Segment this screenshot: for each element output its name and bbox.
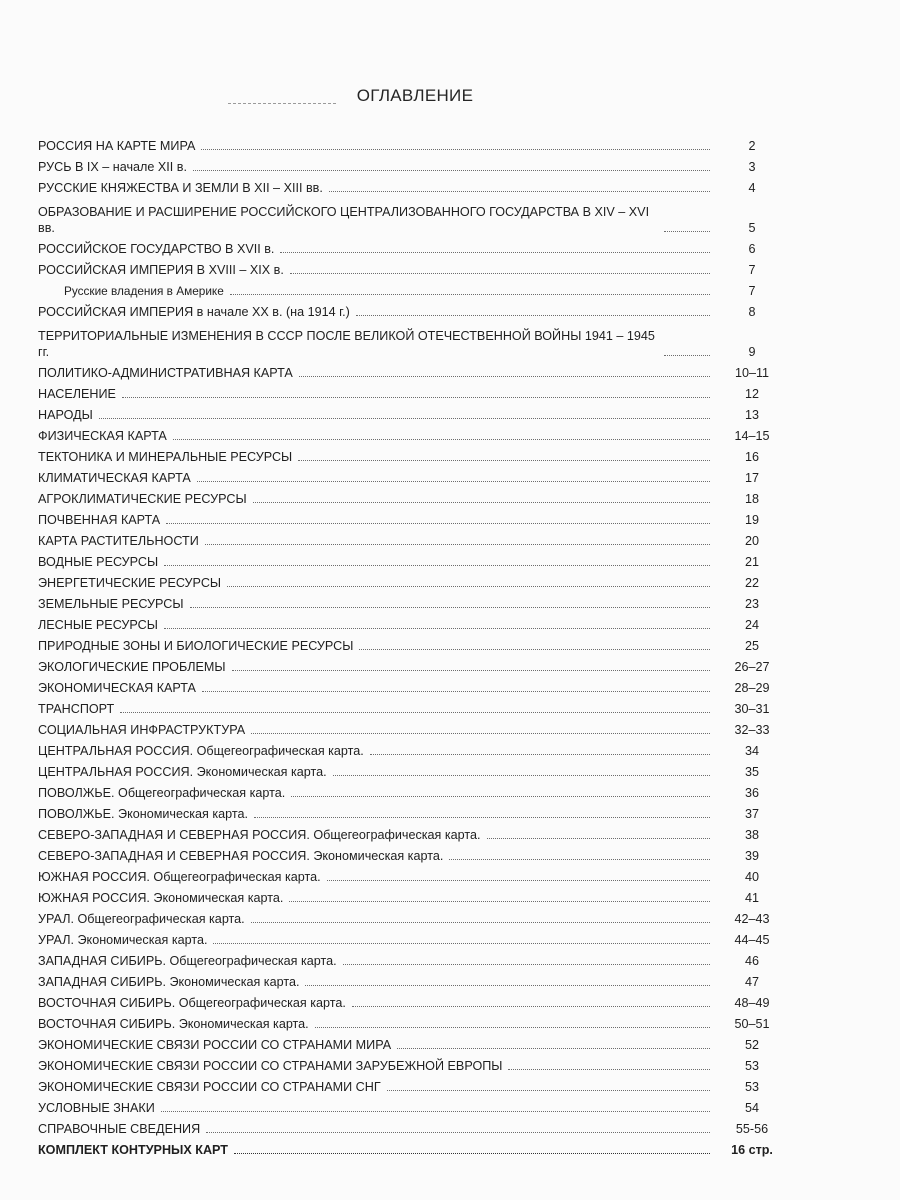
- toc-entry-page: 8: [748, 305, 756, 319]
- toc-entry-page: 32–33: [734, 723, 770, 737]
- toc-entry-label: КЛИМАТИЧЕСКАЯ КАРТА: [38, 471, 191, 485]
- toc-entry: [38, 591, 788, 612]
- toc-entry-page: 6: [748, 242, 756, 256]
- toc-entry-page: 18: [744, 492, 759, 506]
- leader-dots: [120, 712, 710, 713]
- toc-entry: [38, 717, 788, 738]
- toc-entry-label: УРАЛ. Общегеографическая карта.: [38, 912, 245, 926]
- toc-entry-label: ФИЗИЧЕСКАЯ КАРТА: [38, 429, 167, 443]
- toc-entry-label: ЗАПАДНАЯ СИБИРЬ. Общегеографическая карта.: [38, 954, 337, 968]
- toc-entry: [38, 801, 788, 822]
- leader-dots: [227, 586, 710, 587]
- toc-entry: [38, 822, 788, 843]
- toc-entry-page: 34: [744, 744, 759, 758]
- toc-entry-page: 35: [744, 765, 759, 779]
- toc-entry-label: НАСЕЛЕНИЕ: [38, 387, 116, 401]
- toc-entry-page: 37: [744, 807, 759, 821]
- leader-dots: [280, 252, 710, 253]
- toc-entry: [38, 759, 788, 780]
- page-title: ОГЛАВЛЕНИЕ: [356, 86, 474, 105]
- toc-entry: [38, 885, 788, 906]
- leader-dots: [343, 964, 710, 965]
- toc-entry-page: 20: [744, 534, 759, 548]
- toc-entry: [38, 549, 788, 570]
- toc-entry-label: АГРОКЛИМАТИЧЕСКИЕ РЕСУРСЫ: [38, 492, 247, 506]
- toc-entry-page: 22: [744, 576, 759, 590]
- leader-dots: [234, 1153, 710, 1154]
- toc-entry-label: РОССИЙСКАЯ ИМПЕРИЯ в начале XX в. (на 1914 г.): [38, 305, 350, 319]
- toc-entry-page: 10–11: [734, 366, 770, 380]
- toc-entry-page: 39: [744, 849, 759, 863]
- leader-dots: [190, 607, 710, 608]
- leader-dots: [487, 838, 710, 839]
- toc-entry-label: ЦЕНТРАЛЬНАЯ РОССИЯ. Общегеографическая карта.: [38, 744, 364, 758]
- leader-dots: [197, 481, 710, 482]
- toc-entry-label: ЗАПАДНАЯ СИБИРЬ. Экономическая карта.: [38, 975, 300, 989]
- leader-dots: [356, 315, 710, 316]
- toc-entry-label: УСЛОВНЫЕ ЗНАКИ: [38, 1101, 155, 1115]
- toc-entry-page: 16: [744, 450, 759, 464]
- toc-entry: [38, 1137, 788, 1158]
- toc-entry: [38, 969, 788, 990]
- leader-dots: [201, 149, 710, 150]
- toc-entry-page: 40: [744, 870, 759, 884]
- toc-entry-label: КАРТА РАСТИТЕЛЬНОСТИ: [38, 534, 199, 548]
- leader-dots: [122, 397, 710, 398]
- toc-entry-label: ТЕРРИТОРИАЛЬНЫЕ ИЗМЕНЕНИЯ В СССР ПОСЛЕ ВЕЛИКОЙ ОТЕЧЕСТВЕННОЙ ВОЙНЫ 1941 – 1945 гг.: [38, 329, 655, 359]
- toc-entry-label: ЛЕСНЫЕ РЕСУРСЫ: [38, 618, 158, 632]
- toc-entry: [38, 465, 788, 486]
- toc-entry: [38, 906, 788, 927]
- toc-entry-page: 3: [748, 160, 756, 174]
- toc-entry: [38, 320, 788, 360]
- toc-entry: [38, 633, 788, 654]
- leader-dots: [352, 1006, 710, 1007]
- leader-dots: [99, 418, 710, 419]
- leader-dots: [327, 880, 710, 881]
- toc-entry: [38, 927, 788, 948]
- leader-dots: [251, 922, 710, 923]
- toc-entry-page: 54: [744, 1101, 759, 1115]
- toc-entry: [38, 507, 788, 528]
- toc-entry: [38, 1032, 788, 1053]
- toc-entry-label: ЭКОНОМИЧЕСКИЕ СВЯЗИ РОССИИ СО СТРАНАМИ СНГ: [38, 1080, 381, 1094]
- toc-entry-page: 53: [744, 1059, 759, 1073]
- toc-entry: [38, 444, 788, 465]
- toc-entry-label: ПОВОЛЖЬЕ. Общегеографическая карта.: [38, 786, 286, 800]
- leader-dots: [230, 294, 710, 295]
- toc-entry-label: ПОЧВЕННАЯ КАРТА: [38, 513, 161, 527]
- toc-entry-label: СПРАВОЧНЫЕ СВЕДЕНИЯ: [38, 1122, 201, 1136]
- toc-entry-label: ОБРАЗОВАНИЕ И РАСШИРЕНИЕ РОССИЙСКОГО ЦЕНТРАЛИЗОВАННОГО ГОСУДАРСТВА В XIV – XVI вв.: [38, 205, 650, 235]
- toc-entry-page: 44–45: [734, 933, 770, 947]
- toc-entry: [38, 236, 788, 257]
- toc-entry-label: РОССИЙСКАЯ ИМПЕРИЯ В XVIII – XIX в.: [38, 263, 284, 277]
- leader-dots: [291, 796, 710, 797]
- toc-entry-page: 7: [748, 284, 756, 298]
- toc-entry: [38, 402, 788, 423]
- toc-entry-page: 50–51: [734, 1017, 770, 1031]
- toc-entry-page: 21: [744, 555, 759, 569]
- toc-entry: [38, 738, 788, 759]
- toc-entry-page: 30–31: [734, 702, 770, 716]
- toc-entry-page: 16 стр.: [731, 1143, 773, 1157]
- toc-entry-page: 41: [744, 891, 759, 905]
- leader-dots: [370, 754, 710, 755]
- toc-entry-label: ЭКОНОМИЧЕСКИЕ СВЯЗИ РОССИИ СО СТРАНАМИ МИРА: [38, 1038, 392, 1052]
- toc-entry-label: ПОЛИТИКО-АДМИНИСТРАТИВНАЯ КАРТА: [38, 366, 293, 380]
- leader-dots: [289, 901, 710, 902]
- leader-dots: [213, 943, 710, 944]
- leader-dots: [298, 460, 710, 461]
- toc-entry-label: ВОСТОЧНАЯ СИБИРЬ. Экономическая карта.: [38, 1017, 309, 1031]
- leader-dots: [232, 670, 710, 671]
- leader-dots: [359, 649, 710, 650]
- toc-entry-label: ПРИРОДНЫЕ ЗОНЫ И БИОЛОГИЧЕСКИЕ РЕСУРСЫ: [38, 639, 354, 653]
- toc-entry-page: 13: [744, 408, 759, 422]
- toc-entry-page: 25: [744, 639, 759, 653]
- toc-entry-page: 17: [744, 471, 759, 485]
- leader-dots: [397, 1048, 710, 1049]
- leader-dots: [206, 1132, 710, 1133]
- toc-entry-label: СОЦИАЛЬНАЯ ИНФРАСТРУКТУРА: [38, 723, 246, 737]
- leader-dots: [508, 1069, 710, 1070]
- toc-entry-label: ЗЕМЕЛЬНЫЕ РЕСУРСЫ: [38, 597, 184, 611]
- table-of-contents: [38, 133, 788, 1158]
- leader-dots: [164, 565, 710, 566]
- toc-entry-label: ПОВОЛЖЬЕ. Экономическая карта.: [38, 807, 249, 821]
- leader-dots: [664, 231, 710, 232]
- toc-entry-label: ЮЖНАЯ РОССИЯ. Экономическая карта.: [38, 891, 284, 905]
- toc-entry: [38, 675, 788, 696]
- toc-entry-label: ЭКОНОМИЧЕСКАЯ КАРТА: [38, 681, 196, 695]
- leader-dots: [205, 544, 710, 545]
- toc-entry-page: 14–15: [734, 429, 770, 443]
- toc-entry: [38, 1116, 788, 1137]
- toc-entry-page: 12: [744, 387, 759, 401]
- toc-entry: [38, 133, 788, 154]
- toc-entry: [38, 381, 788, 402]
- toc-entry-label: ЦЕНТРАЛЬНАЯ РОССИЯ. Экономическая карта.: [38, 765, 327, 779]
- toc-entry-label: КОМПЛЕКТ КОНТУРНЫХ КАРТ: [38, 1143, 228, 1157]
- leader-dots: [329, 191, 710, 192]
- toc-entry: [38, 780, 788, 801]
- toc-entry-label: Русские владения в Америке: [64, 284, 224, 298]
- toc-entry: [38, 1095, 788, 1116]
- toc-entry-page: 42–43: [734, 912, 770, 926]
- toc-entry: [38, 948, 788, 969]
- toc-entry-page: 9: [748, 345, 756, 359]
- leader-dots: [449, 859, 710, 860]
- leader-dots: [173, 439, 710, 440]
- toc-entry-page: 2: [748, 139, 756, 153]
- leader-dots: [166, 523, 710, 524]
- toc-entry: [38, 154, 788, 175]
- leader-dots: [387, 1090, 710, 1091]
- toc-entry-page: 19: [744, 513, 759, 527]
- toc-entry: [38, 1011, 788, 1032]
- toc-entry-page: 47: [744, 975, 759, 989]
- toc-entry-label: ТРАНСПОРТ: [38, 702, 115, 716]
- leader-dots: [333, 775, 710, 776]
- toc-entry: [38, 612, 788, 633]
- toc-entry-label: ЮЖНАЯ РОССИЯ. Общегеографическая карта.: [38, 870, 321, 884]
- toc-entry-label: СЕВЕРО-ЗАПАДНАЯ И СЕВЕРНАЯ РОССИЯ. Экономическая карта.: [38, 849, 444, 863]
- toc-entry-page: 36: [744, 786, 759, 800]
- toc-entry: [38, 528, 788, 549]
- leader-dots: [290, 273, 710, 274]
- toc-entry: [38, 654, 788, 675]
- leader-dots: [253, 502, 710, 503]
- toc-entry-page: 24: [744, 618, 759, 632]
- toc-entry-page: 55-56: [735, 1122, 769, 1136]
- toc-entry: [38, 696, 788, 717]
- toc-entry: [38, 1053, 788, 1074]
- toc-entry: [38, 864, 788, 885]
- toc-entry: [38, 990, 788, 1011]
- leader-dots: [254, 817, 710, 818]
- toc-entry: [38, 175, 788, 196]
- toc-entry-label: РОССИЙСКОЕ ГОСУДАРСТВО В XVII в.: [38, 242, 275, 256]
- title-divider: [228, 103, 336, 104]
- toc-entry-page: 7: [748, 263, 756, 277]
- toc-entry-page: 5: [748, 221, 756, 235]
- toc-entry-page: 52: [744, 1038, 759, 1052]
- toc-entry: [38, 843, 788, 864]
- toc-entry-page: 28–29: [734, 681, 770, 695]
- leader-dots: [315, 1027, 710, 1028]
- leader-dots: [299, 376, 710, 377]
- toc-subentry: [38, 278, 788, 299]
- toc-entry-page: 53: [744, 1080, 759, 1094]
- toc-entry: [38, 196, 788, 236]
- toc-entry-label: ВОСТОЧНАЯ СИБИРЬ. Общегеографическая карта.: [38, 996, 346, 1010]
- toc-entry: [38, 486, 788, 507]
- toc-entry: [38, 570, 788, 591]
- leader-dots: [305, 985, 710, 986]
- leader-dots: [193, 170, 710, 171]
- toc-entry-page: 46: [744, 954, 759, 968]
- toc-entry: [38, 423, 788, 444]
- leader-dots: [202, 691, 710, 692]
- toc-entry-page: 23: [744, 597, 759, 611]
- toc-entry-label: ТЕКТОНИКА И МИНЕРАЛЬНЫЕ РЕСУРСЫ: [38, 450, 293, 464]
- toc-entry-label: ЭНЕРГЕТИЧЕСКИЕ РЕСУРСЫ: [38, 576, 222, 590]
- toc-entry-label: РУССКИЕ КНЯЖЕСТВА И ЗЕМЛИ В XII – XIII вв.: [38, 181, 323, 195]
- toc-entry-page: 26–27: [734, 660, 770, 674]
- toc-entry: [38, 299, 788, 320]
- toc-entry-label: УРАЛ. Экономическая карта.: [38, 933, 208, 947]
- toc-entry: [38, 360, 788, 381]
- toc-entry-label: РУСЬ В IX – начале XII в.: [38, 160, 187, 174]
- toc-entry-label: РОССИЯ НА КАРТЕ МИРА: [38, 139, 196, 153]
- leader-dots: [251, 733, 710, 734]
- leader-dots: [664, 355, 710, 356]
- toc-entry: [38, 257, 788, 278]
- toc-entry-page: 38: [744, 828, 759, 842]
- toc-entry-label: ВОДНЫЕ РЕСУРСЫ: [38, 555, 159, 569]
- leader-dots: [164, 628, 710, 629]
- toc-entry-label: СЕВЕРО-ЗАПАДНАЯ И СЕВЕРНАЯ РОССИЯ. Общегеографическая карта.: [38, 828, 481, 842]
- toc-entry: [38, 1074, 788, 1095]
- toc-entry-page: 4: [748, 181, 756, 195]
- leader-dots: [161, 1111, 710, 1112]
- toc-entry-page: 48–49: [734, 996, 770, 1010]
- toc-entry-label: ЭКОНОМИЧЕСКИЕ СВЯЗИ РОССИИ СО СТРАНАМИ ЗАРУБЕЖНОЙ ЕВРОПЫ: [38, 1059, 503, 1073]
- toc-entry-label: НАРОДЫ: [38, 408, 93, 422]
- toc-entry-label: ЭКОЛОГИЧЕСКИЕ ПРОБЛЕМЫ: [38, 660, 226, 674]
